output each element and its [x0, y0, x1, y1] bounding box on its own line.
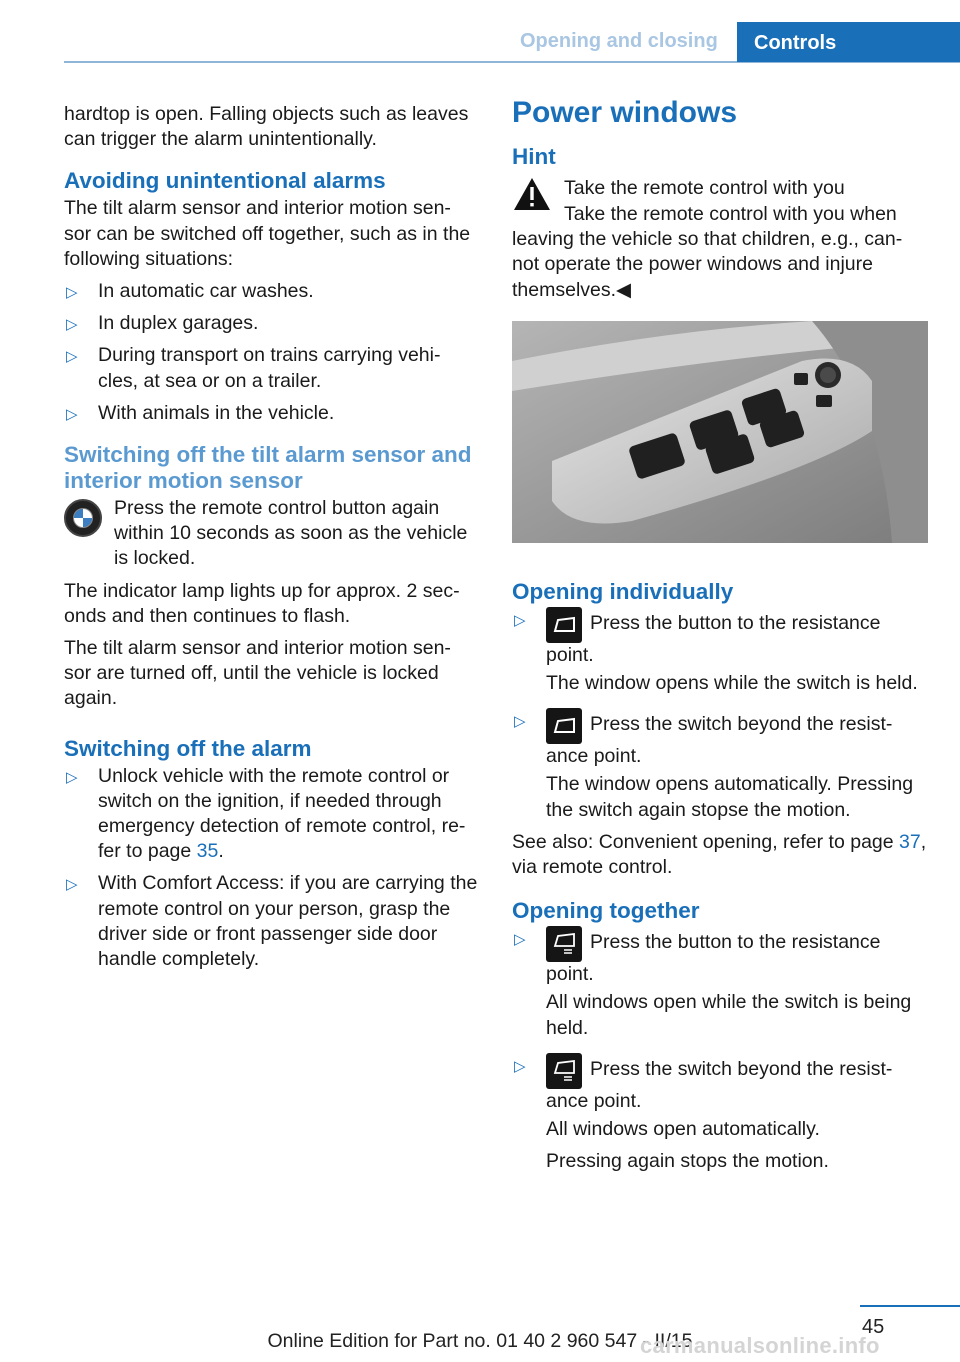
bullet-triangle-icon: ▷	[514, 931, 526, 949]
window-all-button-icon	[546, 926, 582, 962]
avoid-paragraph: The tilt alarm sensor and interior motion sen‐ sor can be switched off together, such as in the following situations:	[64, 197, 471, 270]
footer-edition: Online Edition for Part no. 01 40 2 960 547 - II/15	[267, 1330, 693, 1352]
see-also-paragraph: See also: Convenient opening, refer to page 37, via remote control.	[512, 830, 927, 879]
bullet-triangle-icon: ▷	[514, 611, 526, 629]
heading-switch-off-alarm: Switching off the alarm	[64, 735, 312, 761]
list-item: ▷ Press the button to the resistance point. The window opens while the switch is held.	[512, 607, 932, 696]
heading-avoiding-alarms: Avoiding unintentional alarms	[64, 168, 386, 194]
bullet-triangle-icon: ▷	[66, 405, 78, 423]
window-switch-photo	[512, 321, 928, 543]
together-list	[512, 926, 932, 1174]
list-item-detail: All windows open automatically.	[546, 1118, 820, 1141]
list-item: ▷ Press the switch beyond the resist‐ ance point. The window opens automatically. Pressing the switch again stopse the motion.	[512, 708, 932, 823]
right-column	[512, 96, 932, 1181]
list-item: ▷ In duplex garages.	[64, 311, 480, 336]
warning-triangle-icon	[512, 176, 552, 212]
window-all-button-icon	[546, 1053, 582, 1089]
window-single-button-icon	[546, 708, 582, 744]
bmw-remote-button-icon	[64, 499, 102, 537]
intro-paragraph: hardtop is open. Falling objects such as leaves can trigger the alarm unintentionally.	[64, 103, 469, 151]
list-item-detail: Pressing again stops the motion.	[546, 1150, 829, 1173]
list-item-detail: The window opens automatically. Pressing the switch again stopse the motion.	[546, 773, 914, 821]
header-section-title: Opening and closing	[520, 30, 718, 52]
avoid-list	[64, 279, 480, 426]
bullet-triangle-icon: ▷	[66, 348, 78, 366]
hint-title: Take the remote control with you	[564, 177, 845, 199]
watermark: carmanualsonline.info	[640, 1333, 880, 1358]
list-item: ▷ In automatic car washes.	[64, 279, 480, 304]
alarm-list	[64, 764, 480, 973]
bullet-triangle-icon: ▷	[66, 316, 78, 334]
bullet-triangle-icon: ▷	[66, 284, 78, 302]
page-title: Power windows	[512, 96, 738, 129]
remote-button-instruction	[64, 496, 480, 579]
list-item: ▷ During transport on trains carrying vehi‐ cles, at sea or on a trailer.	[66, 344, 441, 392]
heading-switch-off-tilt: Switching off the tilt alarm sensor and interior motion sensor	[64, 442, 472, 494]
indicator-paragraph: The indicator lamp lights up for approx. 2 sec‐ onds and then continues to flash.	[64, 579, 460, 627]
switch-tilt-paragraph: Press the remote control button again within 10 seconds as soon as the vehicle is locked.	[114, 497, 468, 570]
bullet-triangle-icon: ▷	[66, 876, 78, 894]
turned-off-paragraph: The tilt alarm sensor and interior motion sen‐ sor are turned off, until the vehicle is locked again.	[64, 637, 451, 710]
bullet-triangle-icon: ▷	[66, 768, 78, 786]
footer-rule	[860, 1305, 960, 1307]
list-item: ▷ With Comfort Access: if you are carrying the remote control on your person, grasp the driver side or front passenger side door handle completely.	[66, 872, 478, 971]
bullet-triangle-icon: ▷	[514, 1057, 526, 1075]
page-number: 45	[862, 1316, 885, 1338]
left-column	[64, 102, 480, 979]
heading-opening-together: Opening together	[512, 898, 700, 924]
list-item: ▷ Press the button to the resistance point. All windows open while the switch is being held.	[512, 926, 932, 1041]
list-item: ▷ Press the switch beyond the resist‐ ance point. All windows open automatically. Pressing again stops the motion.	[512, 1053, 932, 1175]
list-item: ▷ Unlock vehicle with the remote control or switch on the ignition, if needed through emergency detection of remote control, re‐ fer to page 35.	[66, 764, 466, 863]
bullet-triangle-icon: ▷	[514, 713, 526, 731]
list-item-detail: All windows open while the switch is being held.	[546, 991, 912, 1039]
page-link[interactable]: 35	[196, 840, 219, 863]
list-item-detail: The window opens while the switch is held.	[546, 672, 918, 695]
page-link[interactable]: 37	[899, 830, 921, 853]
window-single-button-icon	[546, 607, 582, 643]
individual-list	[512, 607, 932, 823]
heading-hint: Hint	[512, 144, 556, 169]
hint-paragraph: Take the remote control with you when leaving the vehicle so that children, e.g., can‐ not operate the power windows and injure themselves.◀	[512, 203, 903, 301]
header-chapter-tab: Controls	[737, 22, 960, 62]
list-item: ▷ With animals in the vehicle.	[64, 401, 480, 426]
heading-opening-individually: Opening individually	[512, 578, 734, 604]
